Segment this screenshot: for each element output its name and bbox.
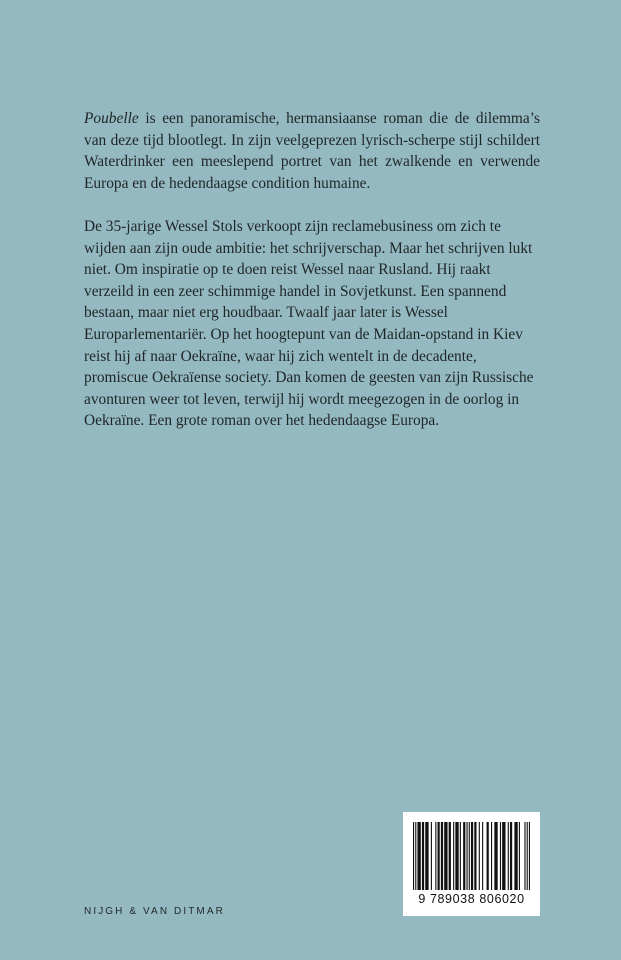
barcode-bar: [510, 822, 512, 890]
barcode-bar: [471, 822, 473, 890]
barcode-bar: [487, 822, 489, 890]
barcode-bars: [413, 822, 530, 890]
barcode-bar: [508, 822, 509, 890]
barcode-bar: [449, 822, 451, 890]
barcode-bar: [435, 822, 436, 890]
barcode-bar: [431, 822, 432, 890]
barcode-bar: [422, 822, 424, 890]
barcode-bar: [438, 822, 440, 890]
blurb-paragraph-1-text: is een panoramische, hermansiaanse roman die de dilemma’s van deze tijd blootlegt. In zijn veelgeprezen lyrisch-scherpe stijl schildert Waterdrinker een meeslepend portret van het zwalkende en verwende Europa en de hedendaagse condition humaine.: [84, 110, 540, 192]
barcode-bar: [494, 822, 497, 890]
barcode-bar: [415, 822, 416, 890]
barcode-bar: [417, 822, 420, 890]
isbn-number: 9 789038 806020: [418, 892, 525, 906]
barcode-bar: [474, 822, 476, 890]
barcode-bar: [466, 822, 467, 890]
barcode-bar: [455, 822, 458, 890]
barcode-bar: [413, 822, 414, 890]
barcode-bar: [524, 822, 525, 890]
barcode-bar: [527, 822, 528, 890]
isbn-barcode: [403, 812, 540, 916]
barcode-bar: [514, 822, 517, 890]
blurb-paragraph-2: De 35-jarige Wessel Stols verkoopt zijn reclamebusiness om zich te wijden aan zijn oude ambitie: het schrijverschap. Maar het schrijven lukt niet. Om inspiratie op te doen reist Wessel naar Rusland. Hij raakt verzeild in een zeer schimmige handel in Sovjetkunst. Een spannend bestaan, maar niet erg houdbaar. Twaalf jaar later is Wessel Europarlementariër. Op het hoogtepunt van de Maidan-opstand in Kiev reist hij af naar Oekraïne, waar hij zich wentelt in de decadente, promiscue Oekraïense society. Dan komen de geesten van zijn Russische avonturen weer tot leven, terwijl hij wordt meegezogen in de oorlog in Oekraïne. Een grote roman over het hedendaagse Europa.: [84, 217, 534, 430]
barcode-bar: [463, 822, 465, 890]
blurb-text: [84, 108, 540, 454]
barcode-bar: [482, 822, 483, 890]
barcode-bar: [425, 822, 428, 890]
book-title: Poubelle: [84, 110, 139, 127]
barcode-bar: [529, 822, 530, 890]
barcode-bar: [502, 822, 505, 890]
publisher-name: NIJGH & VAN DITMAR: [84, 906, 225, 917]
barcode-bar: [469, 822, 470, 890]
barcode-bar: [491, 822, 492, 890]
barcode-bar: [519, 822, 520, 890]
blurb-paragraph-1: [84, 108, 540, 194]
barcode-bar: [500, 822, 501, 890]
barcode-bar: [460, 822, 461, 890]
barcode-bar: [453, 822, 454, 890]
barcode-bar: [479, 822, 480, 890]
barcode-bar: [444, 822, 447, 890]
barcode-bar: [441, 822, 443, 890]
